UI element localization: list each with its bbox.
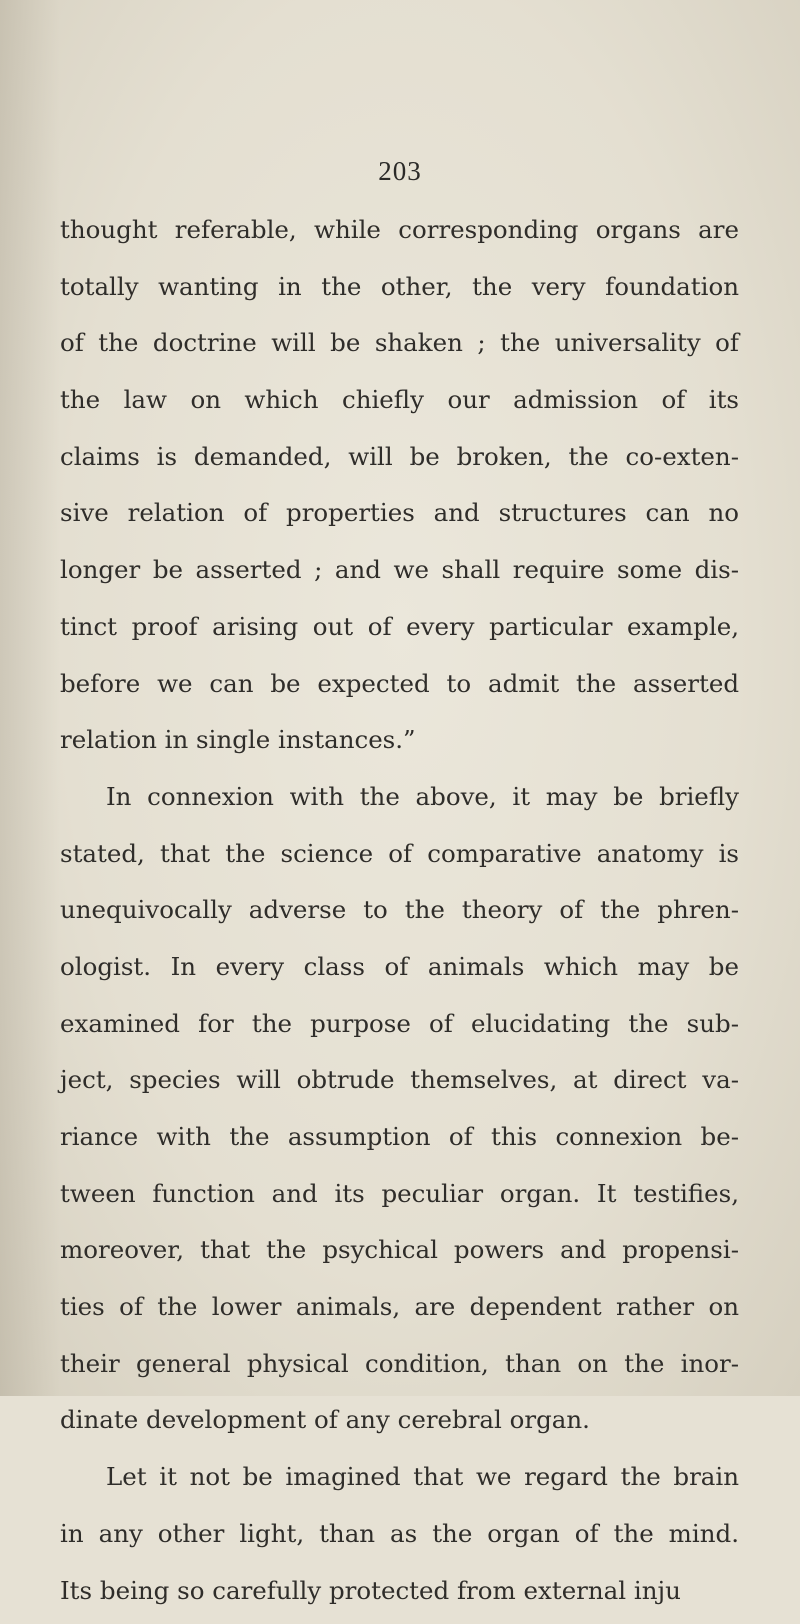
text-line: ject, species will obtrude themselves, at direct va-	[60, 1057, 739, 1114]
text-line: thought referable, while corresponding organs are	[60, 207, 739, 264]
text-line: riance with the assumption of this connexion be-	[60, 1114, 739, 1171]
page-edge-shadow	[0, 0, 60, 1396]
text-line: in any other light, than as the organ of the mind.	[60, 1511, 739, 1568]
text-line: unequivocally adverse to the theory of the phren-	[60, 887, 739, 944]
body-text	[60, 207, 739, 1624]
text-line: In connexion with the above, it may be briefly	[60, 774, 739, 831]
text-line: relation in single instances.”	[60, 717, 739, 774]
text-line: totally wanting in the other, the very foundation	[60, 264, 739, 321]
text-line: moreover, that the psychical powers and propensi-	[60, 1227, 739, 1284]
text-line: tinct proof arising out of every particular example,	[60, 604, 739, 661]
text-line: ologist. In every class of animals which may be	[60, 944, 739, 1001]
text-line: Let it not be imagined that we regard the brain	[60, 1454, 739, 1511]
text-line: Its being so carefully protected from external inju	[60, 1568, 739, 1624]
text-line: ties of the lower animals, are dependent rather on	[60, 1284, 739, 1341]
text-line: before we can be expected to admit the asserted	[60, 661, 739, 718]
text-line: the law on which chiefly our admission of its	[60, 377, 739, 434]
text-line: examined for the purpose of elucidating the sub-	[60, 1001, 739, 1058]
page-number: 203	[0, 156, 800, 187]
text-line: their general physical condition, than on the inor-	[60, 1341, 739, 1398]
text-line: sive relation of properties and structures can no	[60, 490, 739, 547]
text-line: longer be asserted ; and we shall require some dis-	[60, 547, 739, 604]
text-line: claims is demanded, will be broken, the co-exten-	[60, 434, 739, 491]
text-line: stated, that the science of comparative anatomy is	[60, 831, 739, 888]
text-line: tween function and its peculiar organ. It testifies,	[60, 1171, 739, 1228]
text-line: of the doctrine will be shaken ; the universality of	[60, 320, 739, 377]
text-line: dinate development of any cerebral organ.	[60, 1397, 739, 1454]
